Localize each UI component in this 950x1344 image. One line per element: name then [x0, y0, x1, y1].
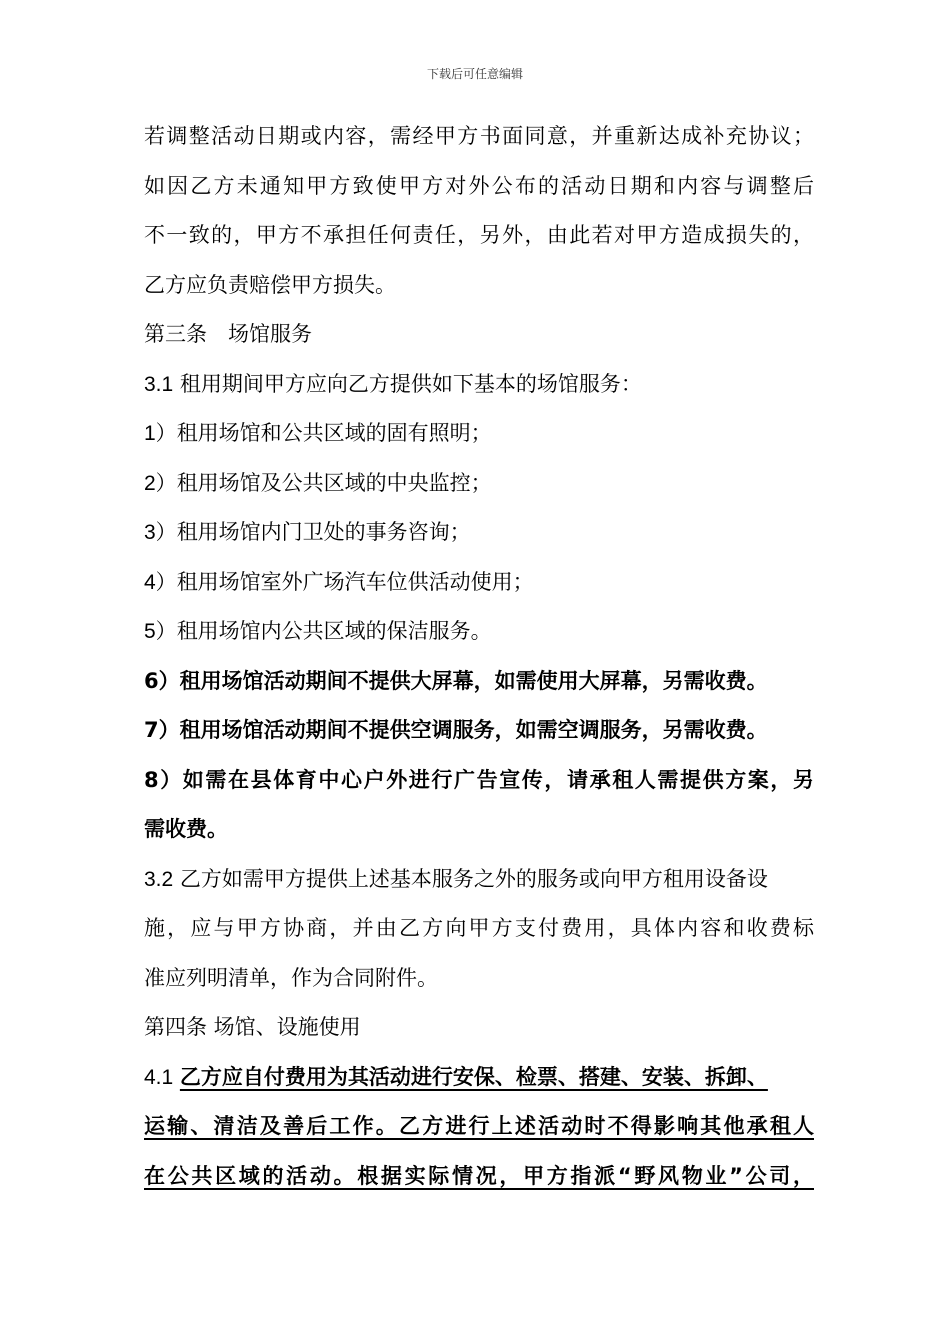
clause-text: 租用期间甲方应向乙方提供如下基本的场馆服务：: [179, 371, 642, 396]
list-item: [144, 459, 814, 509]
clause-text-underlined: 乙方应自付费用为其活动进行安保、检票、搭建、安装、拆卸、: [179, 1064, 768, 1089]
list-item-bold: 7）租用场馆活动期间不提供空调服务，如需空调服务，另需收费。: [144, 718, 768, 742]
paragraph-line: 乙方应负责赔偿甲方损失。: [144, 272, 396, 297]
clause-number: 3.1: [144, 372, 174, 396]
clause-3-1: [144, 360, 814, 410]
clause-3-2: [144, 855, 814, 905]
list-item: [144, 508, 814, 558]
paragraph-line: 准应列明清单，作为合同附件。: [144, 965, 438, 990]
clause-4-1: [144, 1053, 814, 1103]
list-item-text: 租用场馆室外广场汽车位供活动使用；: [176, 569, 534, 594]
clause-number: 3.2: [144, 867, 174, 891]
clause-number: 4.1: [144, 1065, 174, 1089]
list-item: [144, 558, 814, 608]
document-body: [144, 112, 814, 1201]
list-item-bold: 8）如需在县体育中心户外进行广告宣传，请承租人需提供方案，另: [144, 767, 814, 792]
paragraph-line-underlined: 在公共区域的活动。根据实际情况，甲方指派“野风物业”公司，: [144, 1163, 814, 1188]
list-item: [144, 607, 814, 657]
list-item-text: 租用场馆内公共区域的保洁服务。: [176, 619, 492, 643]
paragraph-line-underlined: 运输、清洁及善后工作。乙方进行上述活动时不得影响其他承租人: [144, 1114, 814, 1138]
paragraph-line: 施，应与甲方协商，并由乙方向甲方支付费用，具体内容和收费标: [144, 916, 814, 940]
list-item-text: 租用场馆和公共区域的固有照明；: [176, 421, 492, 445]
list-item-number: 4）: [144, 570, 177, 594]
section-heading-3: 第三条 场馆服务: [144, 322, 312, 346]
list-item: [144, 409, 814, 459]
list-item-number: 2）: [144, 471, 177, 495]
list-item-number: 3）: [144, 521, 177, 544]
list-item-text: 租用场馆及公共区域的中央监控；: [176, 470, 492, 495]
paragraph-line: 若调整活动日期或内容，需经甲方书面同意，并重新达成补充协议；: [144, 124, 814, 148]
clause-text: 乙方如需甲方提供上述基本服务之外的服务或向甲方租用设备设: [179, 866, 768, 891]
list-item-text: 租用场馆内门卫处的事务咨询；: [176, 520, 471, 544]
list-item-number: 1）: [144, 422, 177, 445]
section-heading-4: 第四条 场馆、设施使用: [144, 1015, 361, 1039]
page-header: 下载后可任意编辑: [426, 67, 523, 81]
paragraph-line: 不一致的，甲方不承担任何责任，另外，由此若对甲方造成损失的，: [144, 223, 814, 247]
list-item-number: 5）: [144, 620, 177, 643]
list-item-bold: 6）租用场馆活动期间不提供大屏幕，如需使用大屏幕，另需收费。: [144, 668, 768, 693]
list-item-bold: 需收费。: [144, 817, 228, 841]
paragraph-line: 如因乙方未通知甲方致使甲方对外公布的活动日期和内容与调整后: [144, 173, 814, 198]
